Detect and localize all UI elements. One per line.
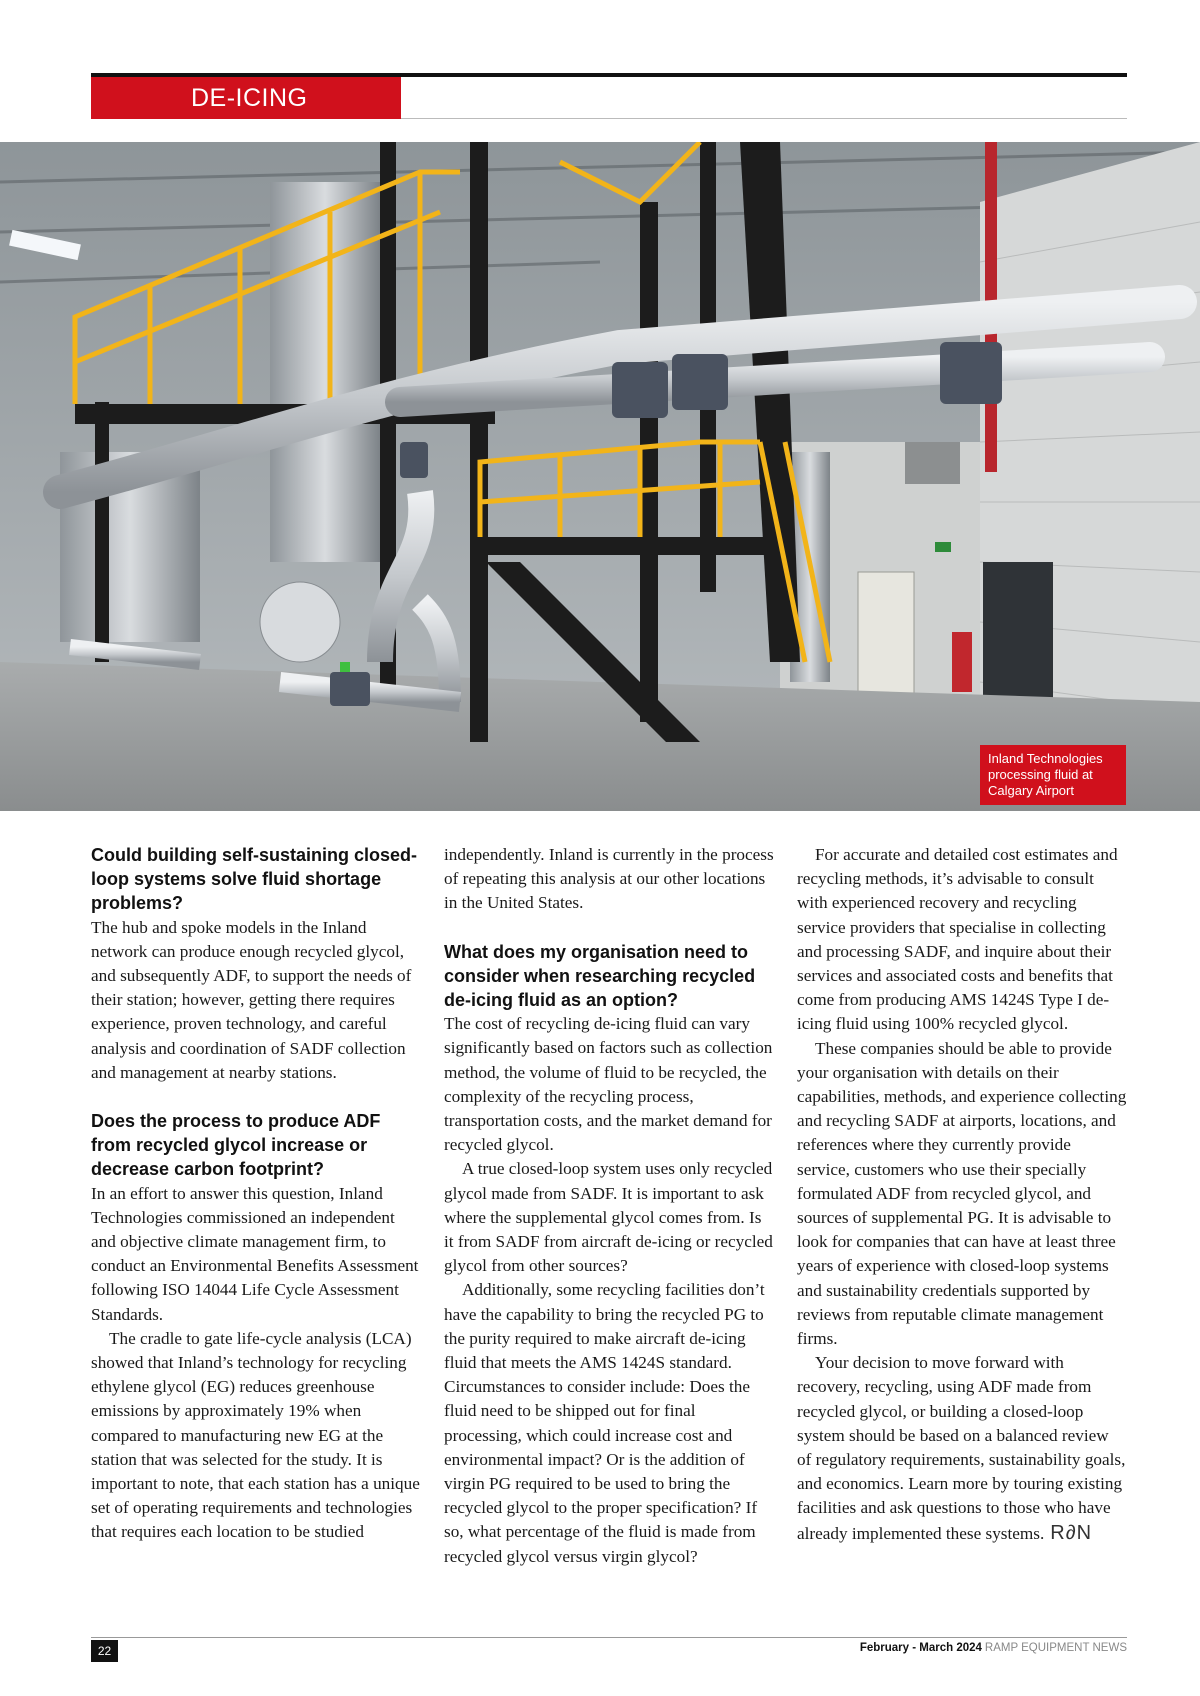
section-label: DE-ICING (91, 77, 401, 119)
end-mark-logo: R∂N (1050, 1521, 1093, 1544)
header-thin-rule (401, 118, 1127, 119)
paragraph-final (797, 1351, 1127, 1546)
footer-rule (91, 1637, 1127, 1638)
paragraph: Additionally, some recycling facilities don’t have the capability to bring the recycled PG to the purity required to make aircraft de-icing fluid that meets the AMS 1424S standard. Circumstances to consider include: Does the fluid need to be shipped out for final processing, which could increase cost and environmental impact? Or is the addition of virgin PG required to be used to bring the recycled glycol to the proper specification? If so, what percentage of the fluid is made from recycled glycol versus virgin glycol? (444, 1280, 765, 1566)
paragraph: For accurate and detailed cost estimates and recycling methods, it’s advisable to consult with experienced recovery and recycling service providers that specialise in collecting and processing SADF, and inquire about their services and associated costs and benefits that come from producing AMS 1424S Type I de-icing fluid using 100% recycled glycol. (797, 845, 1118, 1034)
issue-date: February - March 2024 (859, 1642, 982, 1654)
paragraph: independently. Inland is currently in the process of repeating this analysis at our other locations in the United States. (444, 845, 774, 913)
subheading: Could building self-sustaining closed-loop systems solve fluid shortage problems? (91, 845, 418, 914)
subheading: What does my organisation need to consider when researching recycled de-icing fluid as an option? (444, 941, 756, 1011)
paragraph: The hub and spoke models in the Inland network can produce enough recycled glycol, and subsequently ADF, to support the needs of their station; however, getting there requires experience, proven technology, and careful analysis and coordination of SADF collection and management at nearby stations. (91, 917, 412, 1082)
article-column-3 (797, 843, 1127, 1546)
article-column-2 (444, 843, 774, 1569)
paragraph: In an effort to answer this question, Inland Technologies commissioned an independent and objective climate management firm, to conduct an Environmental Benefits Assessment following ISO 14044 Life Cycle Assessment Standards. (91, 1183, 419, 1324)
facility-photo (0, 142, 1200, 811)
paragraph: The cost of recycling de-icing fluid can vary significantly based on factors such as collection method, the volume of fluid to be recycled, the complexity of the recycling process, transportation costs, and the market demand for recycled glycol. (444, 1014, 773, 1155)
page-number: 22 (91, 1640, 118, 1662)
publication-name: RAMP EQUIPMENT NEWS (984, 1642, 1127, 1654)
paragraph: A true closed-loop system uses only recycled glycol made from SADF. It is important to ask where the supplemental glycol comes from. Is it from SADF from aircraft de-icing or recycled glycol from other sources? (444, 1159, 773, 1276)
paragraph: The cradle to gate life-cycle analysis (LCA) showed that Inland’s technology for recycling ethylene glycol (EG) reduces greenhouse emissions by approximately 19% when compared to manufacturing new EG at the station that was selected for the study. It is important to note, that each station has a unique set of operating requirements and technologies that requires each location to be studied (91, 1328, 420, 1542)
paragraph-text: Your decision to move forward with recovery, recycling, using ADF made from recycled glycol, or building a closed-loop system should be based on a balanced review of regulatory requirements, sustainability goals, and economics. Learn more by touring existing facilities and ask questions to those who have already implemented these systems. (797, 1353, 1126, 1543)
subheading: Does the process to produce ADF from recycled glycol increase or decrease carbon footprint? (91, 1111, 381, 1180)
footer-info (860, 1642, 1127, 1654)
photo-caption: Inland Technologies processing fluid at Calgary Airport (980, 745, 1126, 805)
facility-illustration (0, 142, 1200, 811)
article-column-1 (91, 843, 421, 1545)
paragraph: These companies should be able to provide your organisation with details on their capabilities, methods, and experience collecting and recycling SADF at airports, locations, and references where they currently provide service, customers who use their specially formulated ADF from recycled glycol, and sources of supplemental PG. It is advisable to look for companies that can have at least three years of experience with closed-loop systems and sustainability credentials supported by reviews from reputable climate management firms. (797, 1038, 1127, 1349)
